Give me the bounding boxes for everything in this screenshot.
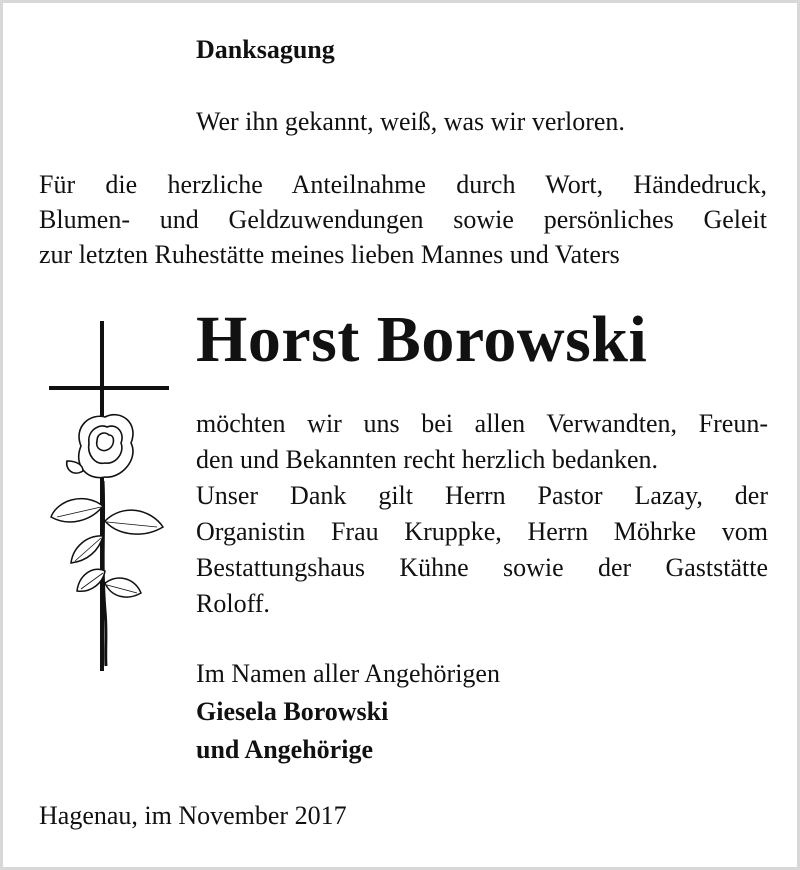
thanks-line-5: Bestattungshaus Kühne sowie der Gaststätte [196, 553, 768, 582]
deceased-name: Horst Borowski [196, 303, 648, 376]
thanks-line-1: möchten wir uns bei allen Verwandten, Freun- [196, 409, 768, 438]
thanks-line-3: Unser Dank gilt Herrn Pastor Lazay, der [196, 481, 768, 510]
intro-line-1: Für die herzliche Anteilnahme durch Wort, Händedruck, [39, 170, 767, 199]
thanks-line-6: Roloff. [196, 589, 270, 618]
thanks-line-4: Organistin Frau Kruppke, Herrn Möhrke vom [196, 517, 768, 546]
signature-family: und Angehörige [196, 735, 373, 764]
place-date: Hagenau, im November 2017 [39, 801, 347, 830]
signature-name: Giesela Borowski [196, 697, 389, 726]
signature-intro: Im Namen aller Angehörigen [196, 659, 500, 688]
motto: Wer ihn gekannt, weiß, was wir verloren. [196, 107, 625, 136]
intro-line-2: Blumen- und Geldzuwendungen sowie persönliches Geleit [39, 205, 767, 234]
heading: Danksagung [196, 35, 335, 64]
intro-line-3: zur letzten Ruhestätte meines lieben Mannes und Vaters [39, 240, 620, 269]
cross-with-rose-icon [43, 321, 178, 671]
thanks-line-2: den und Bekannten recht herzlich bedanken. [196, 445, 659, 474]
